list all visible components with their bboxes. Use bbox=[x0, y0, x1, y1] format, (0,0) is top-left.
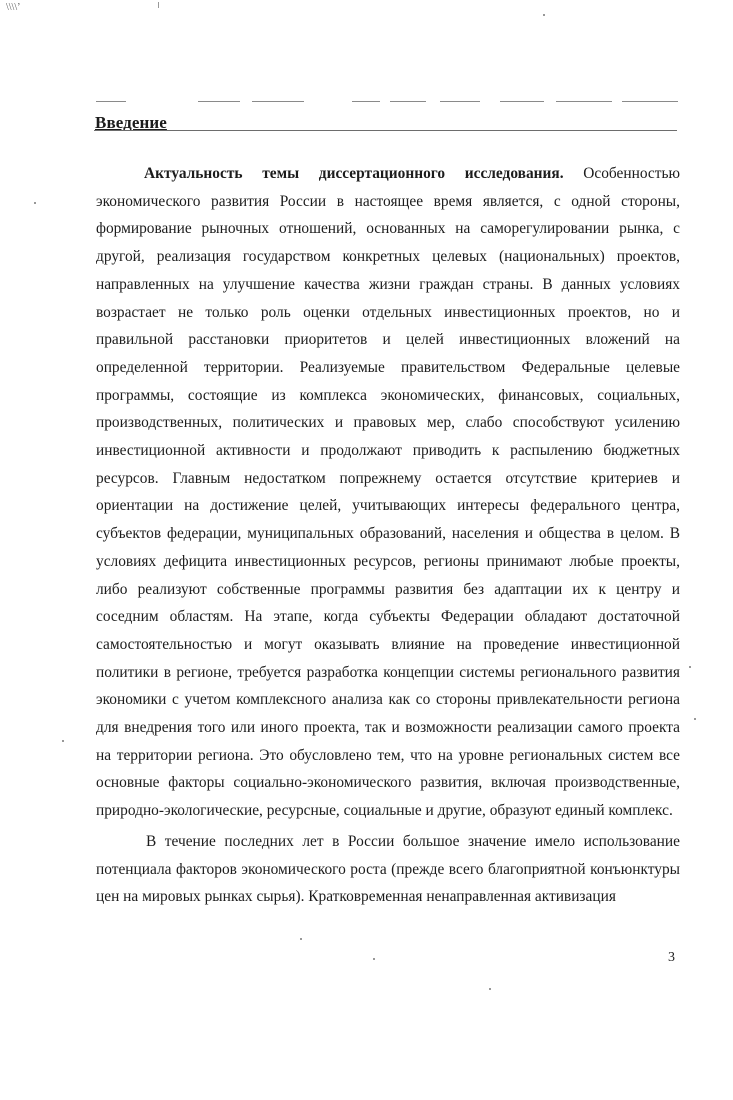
scan-artifact bbox=[198, 101, 240, 102]
scan-mark: \\\\’ bbox=[6, 2, 21, 13]
scan-artifact bbox=[500, 101, 544, 102]
scan-artifact bbox=[543, 14, 545, 16]
paragraph-1 bbox=[96, 160, 680, 825]
page-number: 3 bbox=[668, 950, 675, 965]
header-rule bbox=[94, 130, 677, 131]
scan-artifact bbox=[373, 958, 375, 960]
scan-artifact bbox=[352, 101, 380, 102]
scan-artifact bbox=[34, 202, 36, 204]
scan-artifact bbox=[440, 101, 480, 102]
scan-artifact bbox=[252, 101, 304, 102]
scan-artifact bbox=[694, 718, 696, 720]
paragraph-1-lead: Актуальность темы диссертационного исследования. bbox=[144, 165, 564, 182]
scan-artifact bbox=[622, 101, 678, 102]
scan-artifact bbox=[390, 101, 426, 102]
paragraph-1-body: Особенностью экономического развития России в настоящее время является, с одной стороны, формирование рыночных отношений, основанных на саморегулировании рынка, с другой, реализация государством конкретных целевых (национальных) проектов, направленных на улучшение качества жизни граждан страны. В данных условиях возрастает не только роль оценки отдельных инвестиционных проектов, но и правильной расстановки приоритетов и целей инвестиционных вложений на определенной территории. Реализуемые правительством Федеральные целевые программы, состоящие из комплекса экономических, финансовых, социальных, производственных, политических и правовых мер, слабо способствуют усилению инвестиционной активности и продолжают приводить к распылению бюджетных ресурсов. Главным недостатком попрежнему остается отсутствие критериев и ориентации на достижение целей, учитывающих интересы федерального центра, субъектов федерации, муниципальных образований, населения и общества в целом. В условиях дефицита инвестиционных ресурсов, регионы принимают любые проекты, либо реализуют собственные программы развития без адаптации их к центру и соседним областям. На этапе, когда субъекты Федерации обладают достаточной самостоятельностью и могут оказывать влияние на проведение инвестиционной политики в регионе, требуется разработка концепции системы регионального развития экономики с учетом комплексного анализа как со стороны привлекательности региона для внедрения того или иного проекта, так и возможности реализации самого проекта на территории региона. Это обусловлено тем, что на уровне региональных систем все основные факторы социально-экономического развития, включая производственные, природно-экологические, ресурсные, социальные и другие, образуют единый комплекс. bbox=[96, 165, 680, 820]
scan-artifact bbox=[62, 740, 64, 742]
section-title: Введение bbox=[95, 113, 167, 132]
scan-artifact bbox=[300, 938, 302, 940]
scan-artifact bbox=[689, 666, 691, 668]
scan-artifact bbox=[489, 988, 491, 990]
scan-artifact bbox=[96, 101, 126, 102]
scan-artifact bbox=[158, 2, 159, 8]
body-text bbox=[96, 160, 680, 911]
paragraph-2: В течение последних лет в России большое значение имело использование потенциала факторов экономического роста (прежде всего благоприятной конъюнктуры цен на мировых рынках сырья). Кратковременная ненаправленная активизация bbox=[96, 832, 680, 906]
scan-artifact bbox=[556, 101, 612, 102]
